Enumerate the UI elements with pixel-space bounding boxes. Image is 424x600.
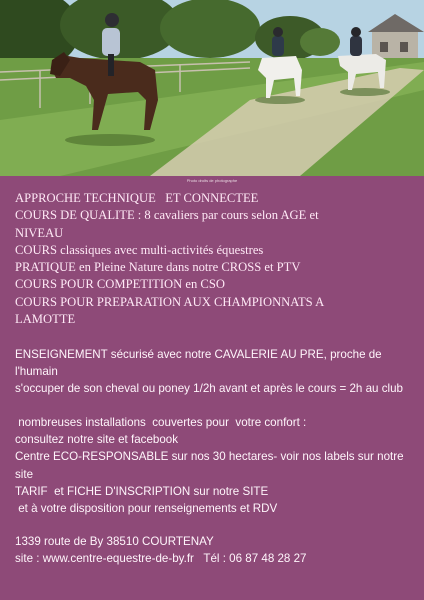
intro-line: COURS classiques avec multi-activités équestres [15,242,264,257]
website-phone-text[interactable]: site : www.centre-equestre-de-by.fr Tél : 06 87 48 28 27 [15,552,307,566]
intro-block [15,190,415,328]
address-text: 1339 route de By 38510 COURTENAY [15,535,214,548]
facilities-block [15,414,419,517]
contact-block [15,533,419,567]
intro-line: COURS DE QUALITE : 8 cavaliers par cours selon AGE et NIVEAU [15,208,319,240]
teaching-block [15,346,419,398]
intro-line: APPROCHE TECHNIQUE ET CONNECTEE [15,191,259,205]
intro-line: COURS POUR PREPARATION AUX CHAMPIONNATS A LAMOTTE [15,294,324,327]
facilities-line: Centre ECO-RESPONSABLE sur nos 30 hectares- voir nos labels sur notre site [15,450,404,481]
facilities-line: nombreuses installations couvertes pour votre confort : [15,416,307,429]
hero-photo [0,0,424,176]
photo-caption: Photo droits de photographe [186,178,238,183]
riders-illustration [0,0,424,176]
intro-line: COURS POUR COMPETITION en CSO [15,277,225,292]
facilities-line: consultez notre site et facebook [15,433,179,447]
facilities-line: TARIF et FICHE D'INSCRIPTION sur notre SITE [15,484,269,498]
intro-line: PRATIQUE en Pleine Nature dans notre CROSS et PTV [15,260,301,275]
facilities-line: et à votre disposition pour renseignements et RDV [15,502,278,516]
teaching-line: ENSEIGNEMENT sécurisé avec notre CAVALERIE AU PRE, proche de l'humain [15,348,382,379]
teaching-line: s'occuper de son cheval ou poney 1/2h avant et après le cours = 2h au club [15,382,403,396]
